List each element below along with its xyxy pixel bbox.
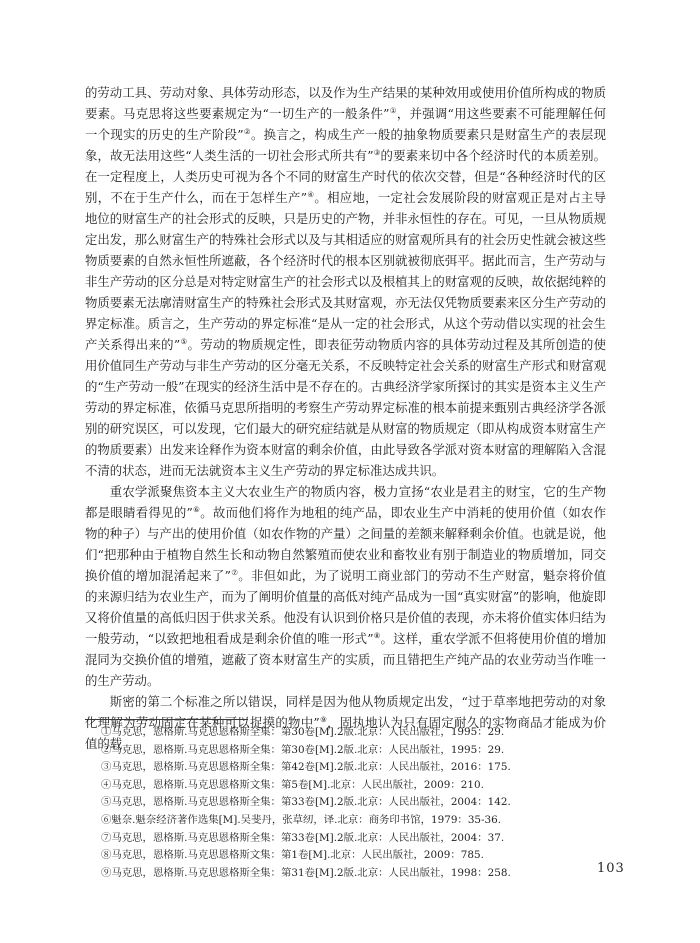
footnote-item: ①马克思，恩格斯.马克思恩格斯全集：第30卷[M].2版.北京：人民出版社，1995：29. bbox=[101, 726, 505, 738]
body-paragraph-continuation: 的劳动工具、劳动对象、具体劳动形态，以及作为生产结果的某种效用或使用价值所构成的物质要素。马克思将这些要素规定为“一切生产的一般条件”①，并强调“用这些要素不可能理解任何一个现实的历史的生产阶段”②。换言之，构成生产一般的抽象物质要素只是财富生产的表层现象，故无法用这些“人类生活的一切社会形式所共有”③的要素来切中各个经济时代的本质差别。在一定程度上，人类历史可视为各个不同的财富生产时代的依次交替，但是“各种经济时代的区别，不在于生产什么，而在于怎样生产”④。相应地，一定社会发展阶段的财富观正是对占主导地位的财富生产的社会形式的反映，只是历史的产物，并非永恒性的存在。可见，一旦从物质规定出发，那么财富生产的特殊社会形式以及与其相适应的财富观所具有的社会历史性就会被这些物质要素的自然永恒性所遮蔽，各个经济时代的根本区别就被彻底弭平。据此而言，生产劳动与非生产劳动的区分总是对特定财富生产的社会形式以及根植其上的财富观的反映，故依据纯粹的物质要素无法廓清财富生产的特殊社会形式及其财富观，亦无法仅凭物质要素来区分生产劳动的界定标准。质言之，生产劳动的界定标准“是从一定的社会形式，从这个劳动借以实现的社会生产关系得出来的”⑤。劳动的物质规定性，即表征劳动物质内容的具体劳动过程及其所创造的使用价值同生产劳动与非生产劳动的区分毫无关系，不反映特定社会关系的财富生产形式和财富观的“生产劳动一般”在现实的经济生活中是不存在的。古典经济学家所探讨的其实是资本主义生产劳动的界定标准，依循马克思所指明的考察生产劳动界定标准的根本前提来甄别古典经济学各派别的研究误区，可以发现，它们最大的研究症结就是从财富的物质规定（即从构成资本财富生产的物质要素）出发来诠释作为资本财富的剩余价值，由此导致各学派对资本财富的理解陷入含混不清的状态，进而无法就资本主义生产劳动的界定标准达成共识。 bbox=[85, 85, 606, 478]
page-number: 103 bbox=[597, 861, 625, 876]
body-paragraph-physiocrats: 重农学派聚焦资本主义大农业生产的物质内容，极力宣扬“农业是君主的财宝，它的生产物都是眼睛看得见的”⑥。故而他们将作为地租的纯产品，即农业生产中消耗的使用价值（如农作物的种子）与产出的使用价值（如农作物的产量）之间量的差额来解释剩余价值。也就是说，他们“把那种由于植物自然生长和动物自然繁殖而使农业和畜牧业有别于制造业的物质增加，同交换价值的增加混淆起来了”⑦。非但如此，为了说明工商业部门的劳动不生产财富，魁奈将价值的来源归结为农业生产，而为了阐明价值量的高低对纯产品成为一国“真实财富”的影响，他旋即又将价值量的高低归因于供求关系。他没有认识到价格只是价值的表现，亦未将价值实体归结为一般劳动，“以致把地租看成是剩余价值的唯一形式”⑧。这样，重农学派不但将使用价值的增加混同为交换价值的增殖，遮蔽了资本财富生产的实质，而且错把生产纯产品的农业劳动当作唯一的生产劳动。 bbox=[85, 484, 606, 688]
footnote-item: ④马克思，恩格斯.马克思恩格斯文集：第5卷[M].北京：人民出版社，2009：210. bbox=[101, 778, 484, 791]
footnote-list bbox=[85, 724, 608, 882]
body-paragraph-smith: 斯密的第二个标准之所以错误，同样是因为他从物质规定出发，“过于草率地把劳动的对象化理解为劳动固定在某种可以捉摸的物中”⑨，固执地认为只有固定耐久的实物商品才能成为价值的载 bbox=[85, 694, 606, 751]
footnote-item: ⑤马克思，恩格斯.马克思恩格斯全集：第33卷[M].2版.北京：人民出版社，2004：142. bbox=[101, 796, 511, 809]
footnote-separator-rule bbox=[85, 719, 248, 720]
footnote-item: ⑨马克思，恩格斯.马克思恩格斯全集：第31卷[M].2版.北京：人民出版社，1998：258. bbox=[101, 866, 511, 879]
footnote-item: ②马克思，恩格斯.马克思恩格斯全集：第30卷[M].2版.北京：人民出版社，1995：29. bbox=[101, 743, 505, 756]
main-text-block bbox=[85, 82, 606, 754]
footnote-item: ⑥魁奈.魁奈经济著作选集[M].吴斐丹，张草纫，译.北京：商务印书馆，1979：35-36. bbox=[101, 813, 502, 826]
footnote-item: ⑧马克思，恩格斯.马克思恩格斯文集：第1卷[M].北京：人民出版社，2009：785. bbox=[101, 849, 484, 862]
footnote-item: ③马克思，恩格斯.马克思恩格斯全集：第42卷[M].2版.北京：人民出版社，2016：175. bbox=[101, 761, 511, 774]
footnote-item: ⑦马克思，恩格斯.马克思恩格斯全集：第33卷[M].2版.北京：人民出版社，2004：37. bbox=[101, 831, 505, 844]
